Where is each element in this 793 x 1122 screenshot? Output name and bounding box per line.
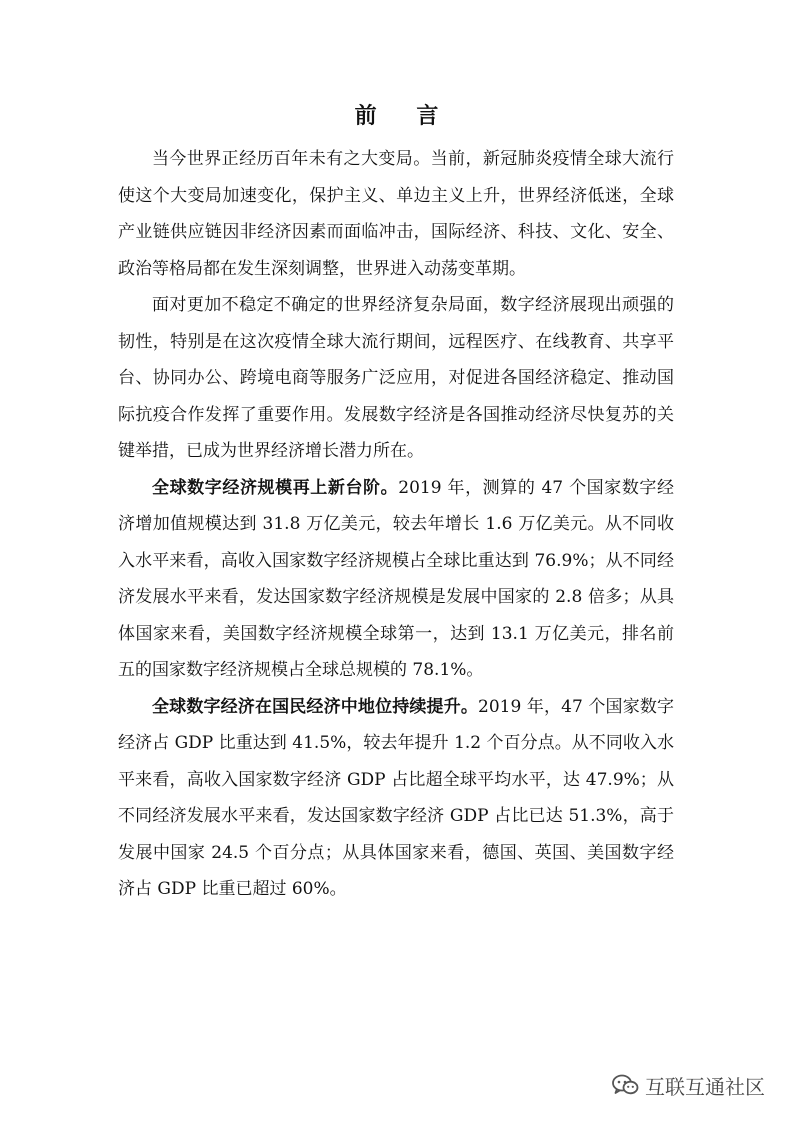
paragraph-1 <box>118 141 674 287</box>
paragraph-lead: 全球数字经济规模再上新台阶。 <box>152 477 399 498</box>
paragraph-lead: 全球数字经济在国民经济中地位持续提升。 <box>152 696 479 717</box>
watermark <box>611 1070 765 1100</box>
page-title: 前 言 <box>354 103 455 129</box>
paragraph-3 <box>118 470 674 689</box>
watermark-text: 互联互通社区 <box>645 1074 765 1099</box>
paragraph-text: 当今世界正经历百年未有之大变局。当前，新冠肺炎疫情全球大流行使这个大变局加速变化，保护主义、单边主义上升，世界经济低迷，全球产业链供应链因非经济因素而面临冲击，国际经济、科技、文化、安全、政治等格局都在发生深刻调整，世界进入动荡变革期。 <box>118 149 674 279</box>
paragraph-text: 面对更加不稳定不确定的世界经济复杂局面，数字经济展现出顽强的韧性，特别是在这次疫情全球大流行期间，远程医疗、在线教育、共享平台、协同办公、跨境电商等服务广泛应用，对促进各国经济稳定、推动国际抗疫合作发挥了重要作用。发展数字经济是各国推动经济尽快复苏的关键举措，已成为世界经济增长潜力所在。 <box>118 295 674 461</box>
wechat-icon <box>611 1073 639 1097</box>
paragraph-2 <box>118 287 674 470</box>
paragraph-4 <box>118 689 674 908</box>
paragraph-text: 2019 年，47 个国家数字经济占 GDP 比重达到 41.5%，较去年提升 1.2 个百分点。从不同收入水平来看，高收入国家数字经济 GDP 占比超全球平均水平，达 47.9%；从不同经济发展水平来看，发达国家数字经济 GDP 占比已达 51.3%，高于发展中国家 24.5 个百分点；从具体国家来看，德国、英国、美国数字经济占 GDP 比重已超过 60%。 <box>118 696 675 899</box>
body-text <box>118 141 674 908</box>
paragraph-text: 2019 年，测算的 47 个国家数字经济增加值规模达到 31.8 万亿美元，较去年增长 1.6 万亿美元。从不同收入水平来看，高收入国家数字经济规模占全球比重达到 76.9%；从不同经济发展水平来看，发达国家数字经济规模是发展中国家的 2.8 倍多；从具体国家来看，美国数字经济规模全球第一，达到 13.1 万亿美元，排名前五的国家数字经济规模占全球总规模的 78.1%。 <box>118 477 675 680</box>
